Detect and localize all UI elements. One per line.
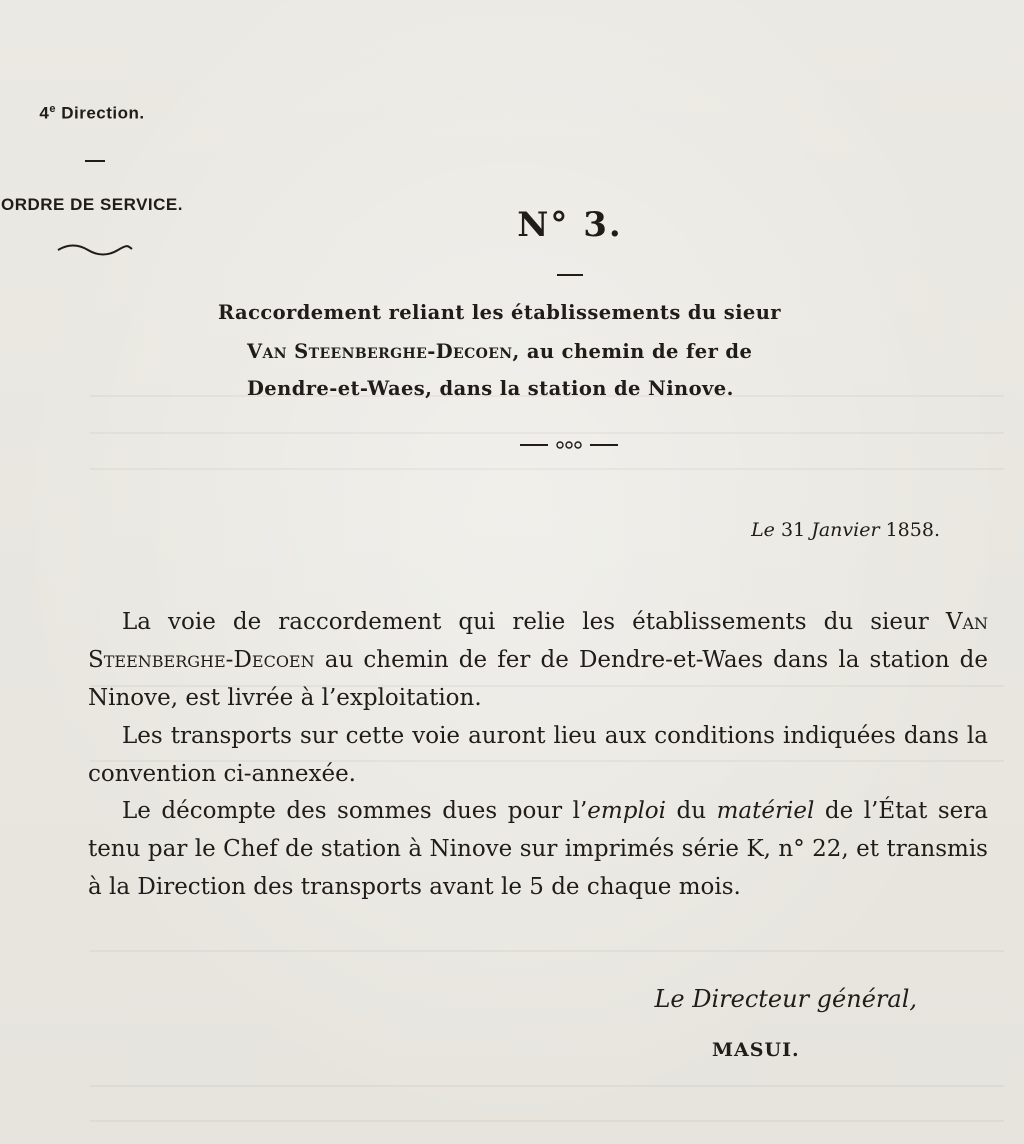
paragraph-1-text-a: La voie de raccordement qui relie les établissements du sieur xyxy=(122,609,929,635)
direction-number: 4 xyxy=(39,103,50,123)
direction-superscript: e xyxy=(49,103,56,115)
bleed-through-line xyxy=(90,950,1004,952)
separator-dash xyxy=(557,274,583,276)
paragraph-3-text-c: de l’État sera tenu par le Chef de station à Ninove sur imprimés série K, n° 22, et transmis à la Direction des transports avant le 5 de chaque mois. xyxy=(88,798,989,900)
paragraph-1 xyxy=(88,603,988,717)
signature-title: Le Directeur général, xyxy=(654,985,917,1013)
paragraph-2 xyxy=(88,717,988,793)
direction-label: Direction. xyxy=(61,103,145,123)
paragraph-3-emploi: emploi xyxy=(587,798,666,824)
title-line-2-rest: , au chemin de fer de xyxy=(512,340,753,363)
paragraph-2-text: Les transports sur cette voie auront lieu aux conditions indiquées dans la convention ci-annexée. xyxy=(88,723,988,787)
title-line-2 xyxy=(247,340,752,363)
paragraph-3-text-b: du xyxy=(676,798,707,824)
title-line-3: Dendre-et-Waes, dans la station de Ninove. xyxy=(247,377,734,400)
separator-dash xyxy=(85,160,105,162)
date-month: Janvier xyxy=(811,519,880,541)
paragraph-3 xyxy=(88,792,988,906)
date-prefix: Le xyxy=(751,519,775,541)
title-name: Van Steenberghe-Decoen xyxy=(247,340,513,363)
bleed-through-line xyxy=(90,1085,1004,1087)
paragraph-1-name: Van Steenberghe-Decoen xyxy=(88,609,988,673)
paragraph-3-text-a: Le décompte des sommes dues pour l’ xyxy=(122,798,588,824)
rule-ornament xyxy=(520,440,618,450)
paragraph-1-text-b: au chemin de fer de Dendre-et-Waes dans la station de Ninove, est livrée à l’exploitation. xyxy=(88,647,988,711)
date-day: 31 xyxy=(780,519,806,541)
title-line-1: Raccordement reliant les établissements du sieur xyxy=(218,301,781,324)
date-year: 1858. xyxy=(885,519,940,541)
date-line xyxy=(751,519,940,541)
order-number: N° 3. xyxy=(517,205,623,245)
bleed-through-line xyxy=(90,1120,1004,1122)
bleed-through-line xyxy=(90,468,1004,470)
ordre-de-service-label: ORDRE DE SERVICE. xyxy=(0,195,183,214)
signature-name: MASUI. xyxy=(712,1039,800,1061)
wave-ornament xyxy=(56,242,134,256)
bleed-through-line xyxy=(90,432,1004,434)
paragraph-3-materiel: matériel xyxy=(716,798,815,824)
direction-heading xyxy=(0,103,192,124)
